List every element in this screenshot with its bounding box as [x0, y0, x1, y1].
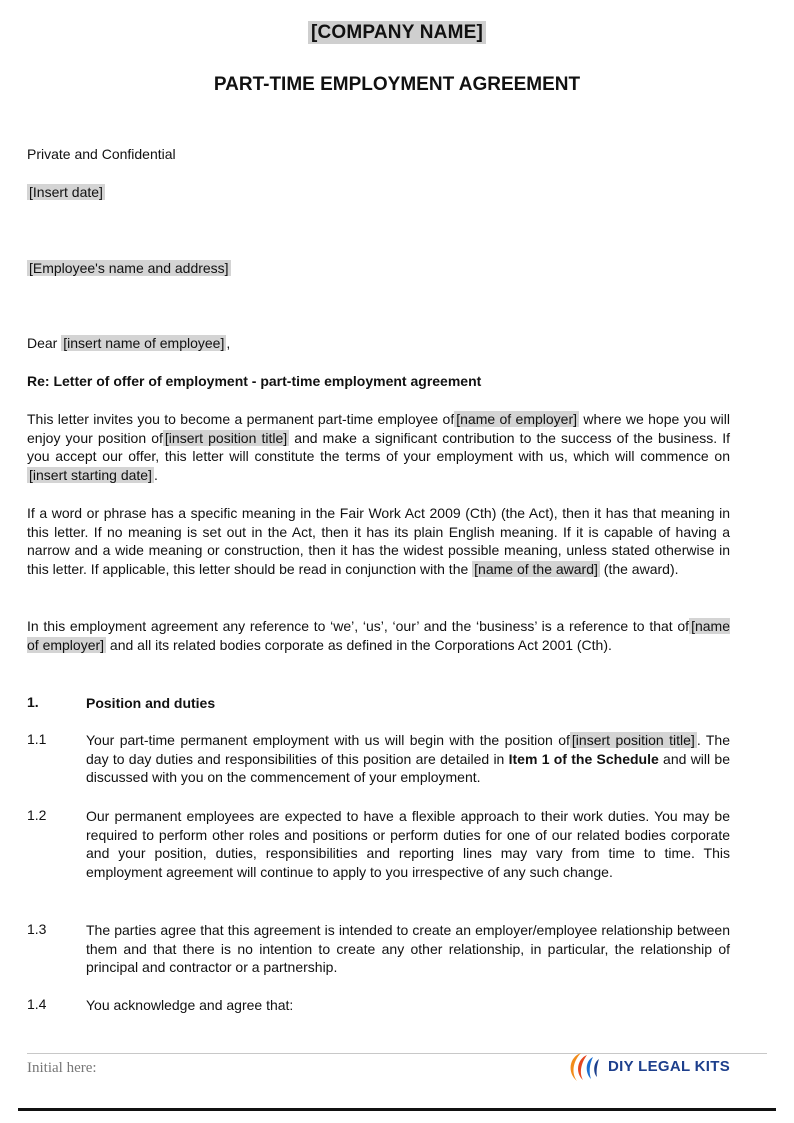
address-line [27, 260, 231, 276]
section-number: 1. [27, 694, 39, 710]
para-text: and make a significant contribution to the success of the business. If you accept our offer, this letter will constitute the terms of your employment with us, which will commence on [27, 429, 730, 464]
award-placeholder: [name of the award] [474, 560, 598, 577]
subject-line: Re: Letter of offer of employment - part-time employment agreement [27, 373, 482, 389]
page-bottom-rule [18, 1108, 776, 1111]
start-date-placeholder: [insert starting date] [29, 466, 152, 483]
clause-1-3: The parties agree that this agreement is intended to create an employer/employee relationship between them and that there is no intention to create any other relationship, in particular, the relationship of principal and contractor or a partnership. [86, 922, 730, 975]
clause-1-4: You acknowledge and agree that: [86, 997, 294, 1013]
para-text: (the award). [599, 560, 679, 577]
date-line [27, 184, 105, 200]
clause-text: and will be discussed with you on the commencement of your employment. [86, 750, 730, 785]
paragraph-definitions [27, 504, 730, 578]
section-heading: Position and duties [86, 695, 216, 711]
para-text: In this employment agreement any reference to ‘we’, ‘us’, ‘our’ and the ‘business’ is a reference to that of [27, 618, 690, 634]
confidential-line: Private and Confidential [27, 146, 176, 162]
document-title: PART-TIME EMPLOYMENT AGREEMENT [213, 74, 581, 95]
employer-placeholder: [name of employer] [456, 411, 578, 427]
salutation-end: , [226, 335, 231, 351]
paragraph-intro [27, 410, 730, 484]
company-name [0, 22, 794, 44]
clause-text: Your part-time permanent employment with us will begin with the position of [86, 732, 570, 748]
clause-text: . The day to day duties and responsibilities of this position are detailed in [86, 732, 730, 767]
para-text: and all its related bodies corporate as defined in the Corporations Act 2001 (Cth). [106, 636, 612, 653]
para-text: . [153, 466, 158, 483]
position-placeholder: [insert position title] [164, 429, 288, 446]
paragraph-references [27, 617, 730, 654]
clause-1-2: Our permanent employees are expected to have a flexible approach to their work duties. You may be required to perform other roles and positions or perform duties for one of our related bodies corporate and your position, duties, responsibilities and reporting lines may vary from time to time. This employment agreement will continue to apply to you irrespective of any such change. [86, 808, 730, 880]
initial-label: Initial here: [27, 1060, 97, 1076]
address-placeholder: [Employee's name and address] [29, 260, 229, 276]
para-text: where we hope you will enjoy your position of [27, 411, 730, 446]
company-name-placeholder: [COMPANY NAME] [308, 21, 486, 44]
clause-number: 1.4 [27, 996, 47, 1012]
salutation-line [27, 335, 230, 351]
position-placeholder: [insert position title] [571, 732, 695, 748]
employee-name-placeholder: [insert name of employee] [63, 335, 225, 351]
para-text: If a word or phrase has a specific meaning in the Fair Work Act 2009 (Cth) (the Act), then it has that meaning in this letter. If no meaning is set out in the Act, then it has its plain English meaning. If it is capable of having a narrow and a wide meaning or construction, then it has the widest possible meaning, unless stated otherwise in this letter. If applicable, this letter should be read in conjunction with the [27, 505, 730, 577]
brand-name: DIY LEGAL KITS [608, 1058, 730, 1075]
para-text: This letter invites you to become a permanent part-time employee of [27, 411, 455, 427]
clause-number: 1.1 [27, 731, 47, 747]
employer-placeholder: [name of employer] [27, 618, 730, 653]
date-placeholder: [Insert date] [29, 184, 103, 200]
clause-number: 1.3 [27, 921, 47, 937]
salutation: Dear [27, 335, 58, 351]
clause-number: 1.2 [27, 807, 47, 823]
clause-1-1 [86, 731, 730, 787]
schedule-reference: Item 1 of the Schedule [508, 750, 659, 767]
